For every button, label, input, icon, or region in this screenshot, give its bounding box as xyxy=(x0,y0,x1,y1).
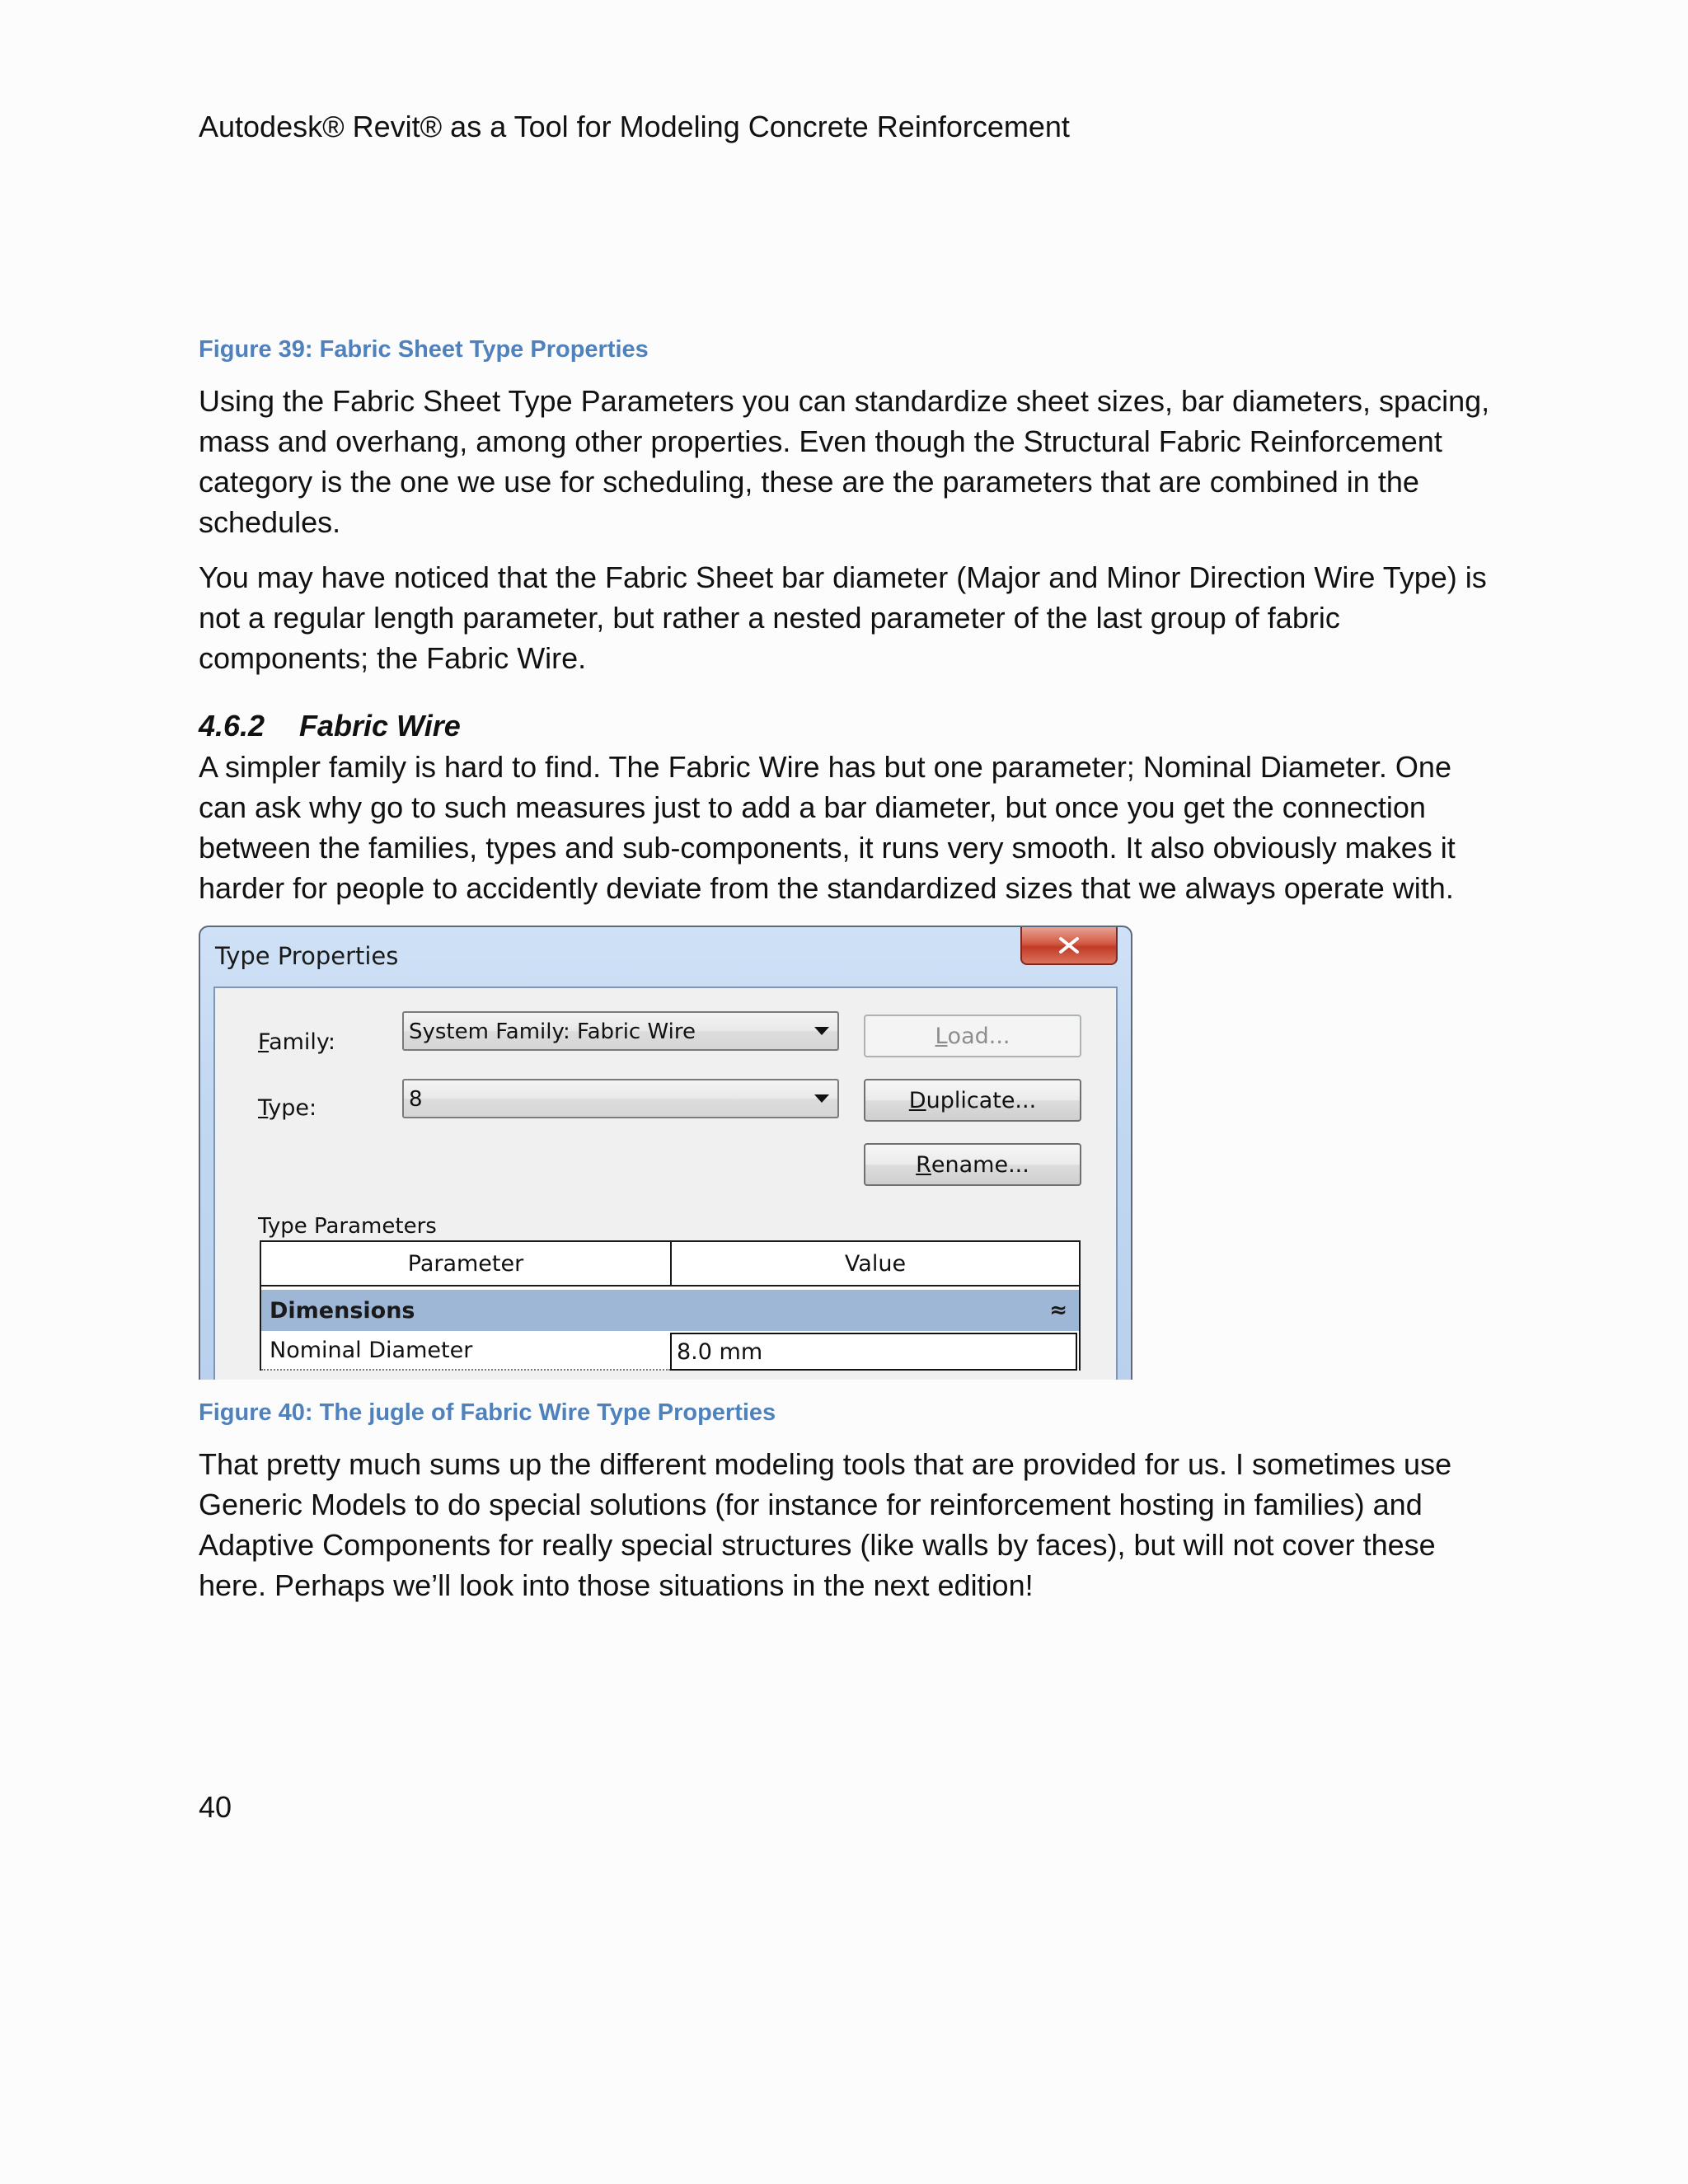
table-row xyxy=(261,1331,1079,1371)
group-label: Dimensions xyxy=(270,1297,415,1324)
close-icon xyxy=(1057,936,1081,954)
paragraph-bar-diameter: You may have noticed that the Fabric Sheet bar diameter (Major and Minor Direction Wire Type) is not a regular length parameter, but rather a nested parameter of the last group of fabric components; the Fabric Wire. xyxy=(199,560,1487,675)
paragraph-modeling-tools: That pretty much sums up the different modeling tools that are provided for us. I sometimes use Generic Models to do special solutions (for instance for reinforcement hosting in families) and Adaptive Components for really special structures (like walls by faces), but will not cover these here. Perhaps we’ll look into those situations in the next edition! xyxy=(199,1447,1452,1602)
parameter-column-header[interactable]: Parameter xyxy=(261,1242,672,1285)
chevron-down-icon xyxy=(814,1094,829,1103)
section-heading xyxy=(199,709,461,743)
type-label: Type: xyxy=(258,1095,317,1121)
section-title: Fabric Wire xyxy=(299,709,461,743)
value-column-header[interactable]: Value xyxy=(844,1250,907,1277)
parameter-cell: Nominal Diameter xyxy=(261,1331,670,1371)
close-button[interactable] xyxy=(1020,927,1118,965)
chevron-down-icon xyxy=(814,1027,829,1035)
family-label: Family: xyxy=(258,1029,336,1055)
figure-40-caption: Figure 40: The jugle of Fabric Wire Type Properties xyxy=(199,1399,776,1426)
type-combo-value: 8 xyxy=(409,1087,423,1112)
page-number: 40 xyxy=(199,1790,232,1824)
group-dimensions[interactable] xyxy=(261,1290,1079,1331)
type-combo[interactable] xyxy=(402,1079,839,1118)
duplicate-button[interactable]: D uplicate... xyxy=(864,1079,1081,1122)
type-properties-dialog xyxy=(199,926,1132,1380)
collapse-icon[interactable]: ≈ xyxy=(1049,1298,1067,1323)
paragraph-fabric-wire: A simpler family is hard to find. The Fabric Wire has but one parameter; Nominal Diameter. One can ask why go to such measures just to add a bar diameter, but once you get the connection between the families, types and sub-components, it runs very smooth. It also obviously makes it harder for people to accidently deviate from the standardized sizes that we always operate with. xyxy=(199,750,1456,905)
section-number: 4.6.2 xyxy=(199,709,265,743)
family-combo-value: System Family: Fabric Wire xyxy=(409,1019,696,1044)
type-parameters-grid xyxy=(260,1240,1081,1371)
page-header: Autodesk® Revit® as a Tool for Modeling Concrete Reinforcement xyxy=(199,110,1070,143)
grid-header xyxy=(261,1242,1079,1286)
type-parameters-label: Type Parameters xyxy=(258,1214,437,1239)
family-combo[interactable] xyxy=(402,1011,839,1051)
value-cell[interactable]: 8.0 mm xyxy=(670,1333,1077,1371)
dialog-title: Type Properties xyxy=(215,942,399,970)
paragraph-fabric-sheet-parameters: Using the Fabric Sheet Type Parameters you can standardize sheet sizes, bar diameters, spacing, mass and overhang, among other properties. Even though the Structural Fabric Reinforcement category is the one we use for scheduling, these are the parameters that are combined in the schedules. xyxy=(199,384,1490,539)
dialog-body xyxy=(213,987,1118,1380)
rename-button[interactable]: R ename... xyxy=(864,1143,1081,1186)
figure-39-caption: Figure 39: Fabric Sheet Type Properties xyxy=(199,336,649,363)
load-button[interactable]: L oad... xyxy=(864,1015,1081,1057)
